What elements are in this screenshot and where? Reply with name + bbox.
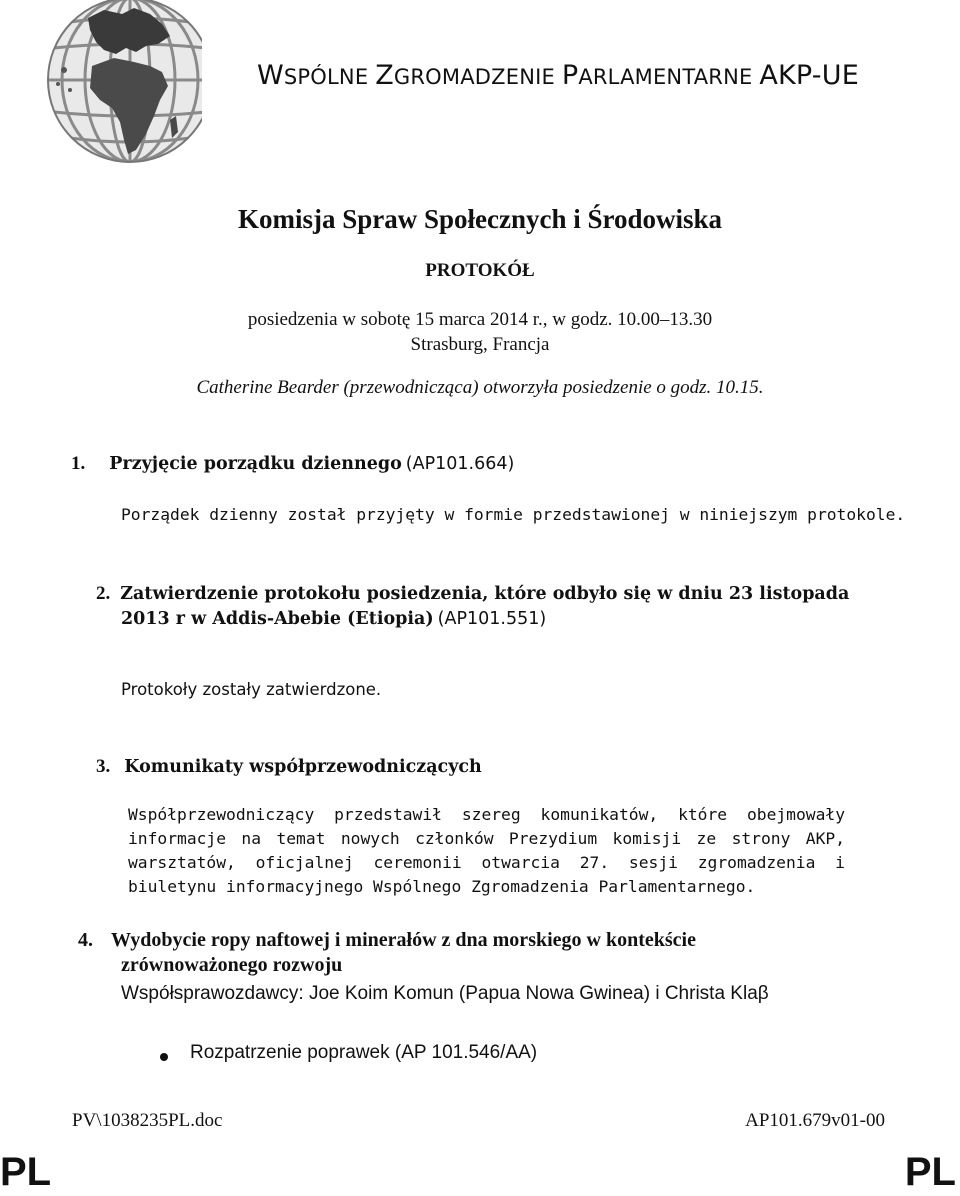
bullet-icon [160, 1053, 168, 1061]
item-3-body: Współprzewodniczący przedstawił szereg komunikatów, które obejmowały informacje na temat nowych członków Prezydium komisji ze strony AKP, warsztatów, oficjalnej ceremonii otwarcia 27. sesji zgromadzenia i biuletynu informacyjnego Wspólnego Zgromadzenia Parlamentarnego. [128, 805, 845, 896]
session-place: Strasburg, Francja [410, 334, 550, 355]
item-1-body: Porządek dzienny został przyjęty w formie przedstawionej w niniejszym protokole. [121, 505, 906, 524]
item-2-body: Protokoły zostały zatwierdzone. [121, 680, 382, 699]
item-4-heading [78, 929, 696, 952]
item-number: 2. [96, 583, 111, 604]
item-title: Zatwierdzenie protokołu posiedzenia, które odbyło się w dniu 23 listopada [120, 584, 850, 604]
item-2-heading-cont [121, 609, 546, 629]
item-number: 3. [96, 756, 111, 777]
document-type: PROTOKÓŁ [425, 260, 535, 281]
session-date-time: posiedzenia w sobotę 15 marca 2014 r., w godz. 10.00–13.30 [247, 309, 713, 330]
session-info [0, 307, 960, 357]
item-title: Wydobycie ropy naftowej i minerałów z dna morskiego w kontekście [111, 929, 696, 951]
item-title: Komunikaty współprzewodniczących [124, 757, 482, 777]
footer-filename: PV\1038235PL.doc [72, 1110, 223, 1131]
committee-title: Komisja Spraw Społecznych i Środowiska [237, 204, 723, 234]
item-title: Przyjęcie porządku dziennego [109, 454, 402, 474]
bullet-item: Rozpatrzenie poprawek (AP 101.546/AA) [190, 1042, 538, 1063]
item-1-heading [71, 453, 514, 475]
footer-doc-ref: AP101.679v01-00 [745, 1110, 885, 1131]
item-number: 1. [71, 453, 86, 474]
globe-logo [30, 0, 202, 168]
opening-statement: Catherine Bearder (przewodnicząca) otworzyła posiedzenie o godz. 10.15. [196, 377, 764, 398]
item-2-heading [96, 583, 849, 605]
item-4-heading-cont: zrównoważonego rozwoju [121, 954, 343, 976]
item-title-cont: 2013 r w Addis-Abebie (Etiopia) [121, 609, 434, 629]
language-code-left: PL [0, 1150, 52, 1194]
item-3-heading [96, 756, 482, 778]
language-code-right: PL [904, 1150, 956, 1194]
item-number: 4. [78, 929, 93, 951]
item-reference: (AP101.551) [437, 609, 547, 629]
item-reference: (AP101.664) [405, 454, 515, 474]
co-rapporteurs: Współsprawozdawcy: Joe Koim Komun (Papua Nowa Gwinea) i Christa Klaβ [121, 983, 769, 1004]
assembly-title: WSPÓLNE ZGROMADZENIE PARLAMENTARNE AKP-UE [257, 60, 859, 91]
